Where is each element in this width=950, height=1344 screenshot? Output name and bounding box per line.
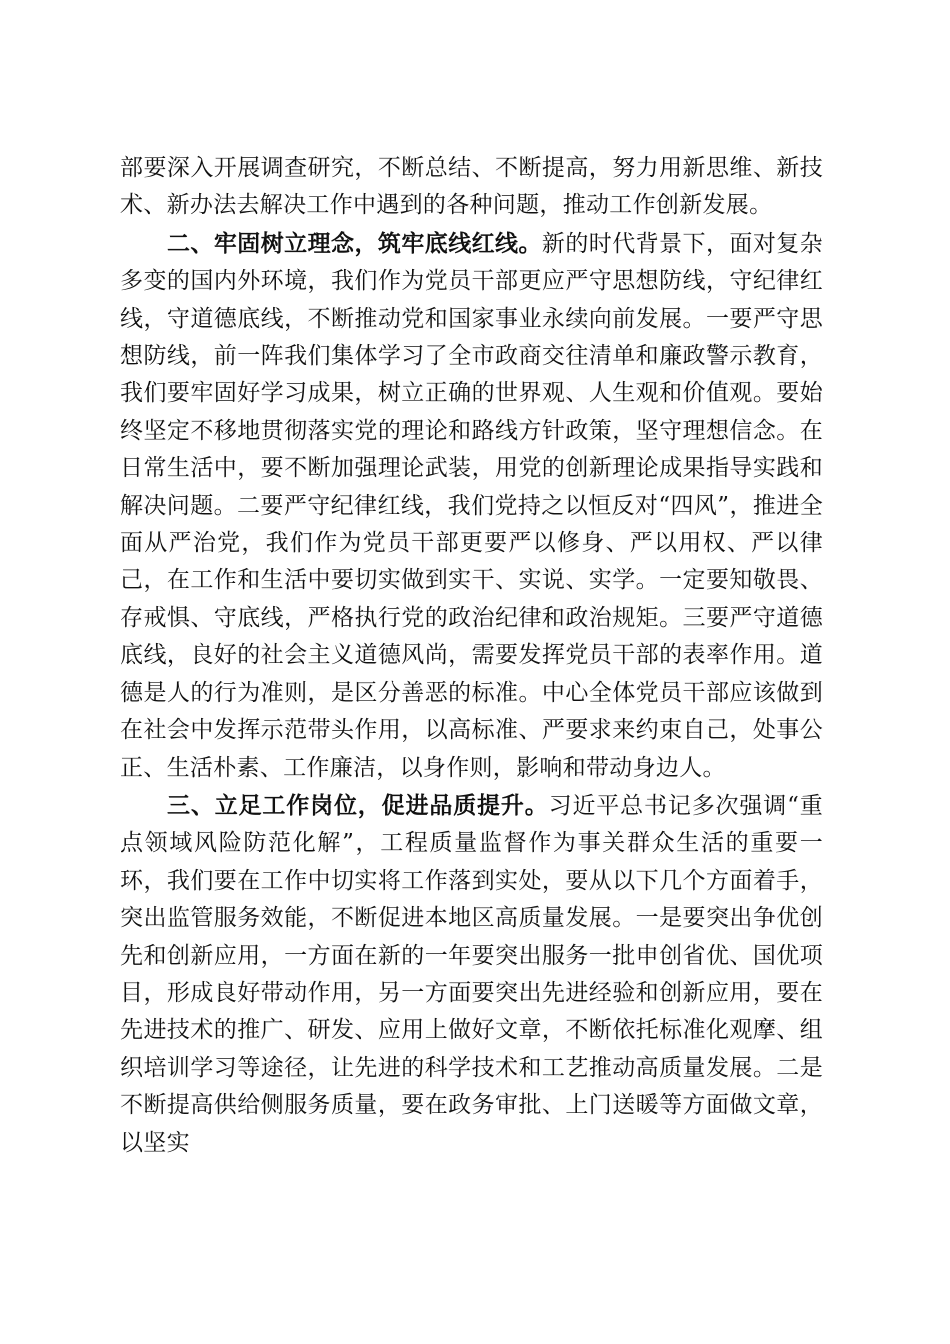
paragraph-text: 部要深入开展调查研究，不断总结、不断提高，努力用新思维、新技术、新办法去解决工作中遇到的各种问题，推动工作创新发展。	[120, 155, 823, 219]
document-page	[120, 150, 823, 1162]
paragraph-continuation	[120, 150, 823, 225]
paragraph-section-3	[120, 787, 823, 1162]
section-heading: 二、牢固树立理念，筑牢底线红线。	[167, 229, 542, 257]
paragraph-section-2	[120, 225, 823, 787]
section-heading: 三、立足工作岗位，促进品质提升。	[167, 791, 549, 819]
paragraph-text: 习近平总书记多次强调“重点领域风险防范化解”，工程质量监督作为事关群众生活的重要一环，我们要在工作中切实将工作落到实处，要从以下几个方面着手，突出监管服务效能，不断促进本地区高质量发展。一是要突出争优创先和创新应用，一方面在新的一年要突出服务一批申创省优、国优项目，形成良好带动作用，另一方面要突出先进经验和创新应用，要在先进技术的推广、研发、应用上做好文章，不断依托标准化观摩、组织培训学习等途径，让先进的科学技术和工艺推动高质量发展。二是不断提高供给侧服务质量，要在政务审批、上门送暖等方面做文章，以坚实	[120, 792, 823, 1156]
paragraph-text: 新的时代背景下，面对复杂多变的国内外环境，我们作为党员干部更应严守思想防线，守纪律红线，守道德底线，不断推动党和国家事业永续向前发展。一要严守思想防线，前一阵我们集体学习了全市政商交往清单和廉政警示教育，我们要牢固好学习成果，树立正确的世界观、人生观和价值观。要始终坚定不移地贯彻落实党的理论和路线方针政策，坚守理想信念。在日常生活中，要不断加强理论武装，用党的创新理论成果指导实践和解决问题。二要严守纪律红线，我们党持之以恒反对“四风”，推进全面从严治党，我们作为党员干部更要严以修身、严以用权、严以律己，在工作和生活中要切实做到实干、实说、实学。一定要知敬畏、存戒惧、守底线，严格执行党的政治纪律和政治规矩。三要严守道德底线，良好的社会主义道德风尚，需要发挥党员干部的表率作用。道德是人的行为准则，是区分善恶的标准。中心全体党员干部应该做到在社会中发挥示范带头作用，以高标准、严要求来约束自己，处事公正、生活朴素、工作廉洁，以身作则，影响和带动身边人。	[120, 230, 823, 781]
